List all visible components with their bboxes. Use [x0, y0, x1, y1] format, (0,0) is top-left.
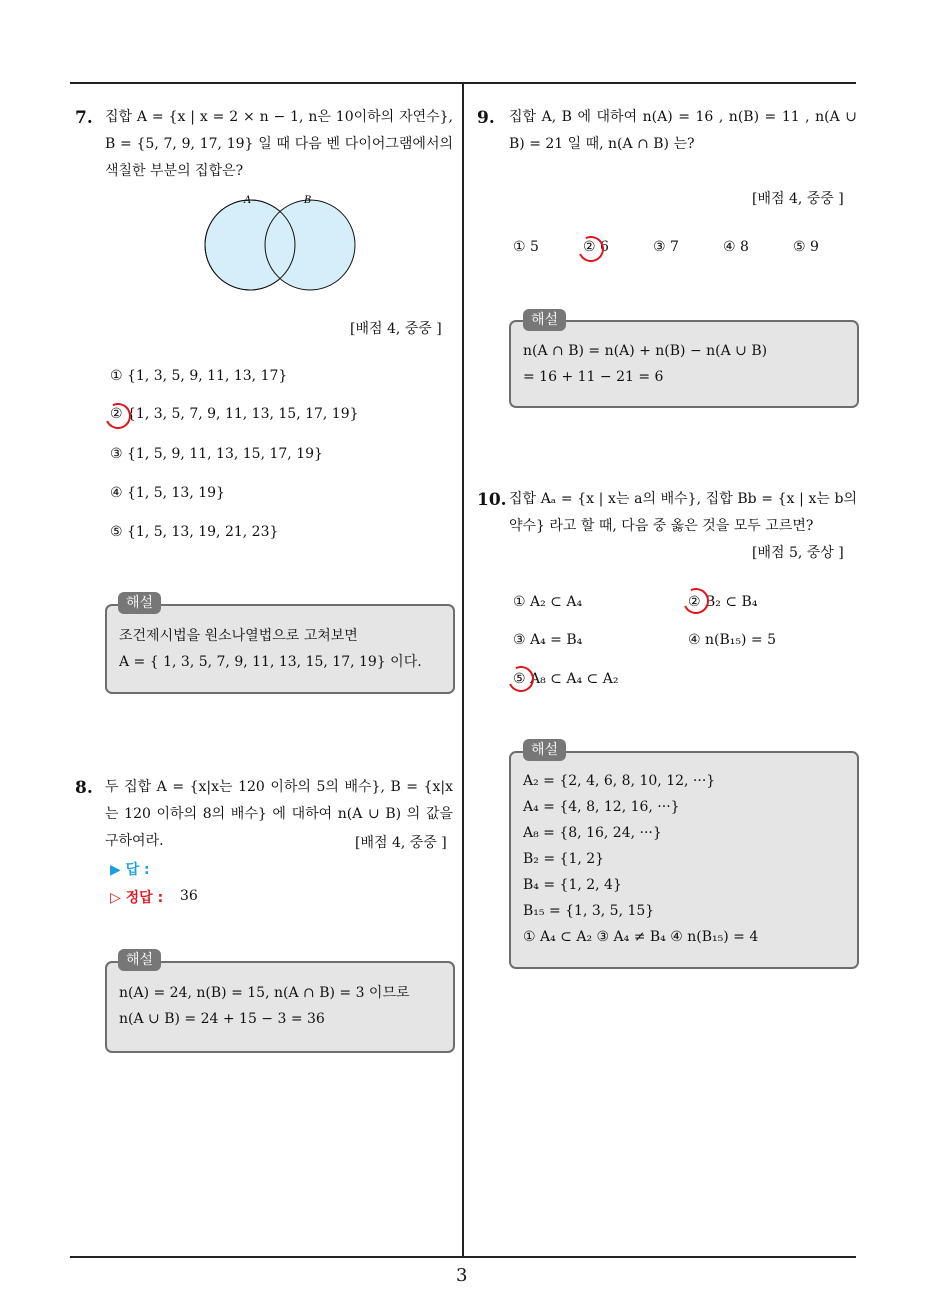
- q9-text: 집합 A, B 에 대하여 n(A) = 16 , n(B) = 11 , n(A ∪ B) = 21 일 때, n(A ∩ B) 는?: [509, 109, 857, 152]
- q10-score: [배점 5, 중상 ]: [752, 545, 844, 561]
- bottom-rule: [70, 1256, 856, 1258]
- q7-choice-4[interactable]: ④ {1, 5, 13, 19}: [110, 485, 225, 501]
- q9-number: 9.: [477, 108, 495, 128]
- q7-choice-3[interactable]: ③ {1, 5, 9, 11, 13, 15, 17, 19}: [110, 446, 323, 462]
- q9-choice-5[interactable]: ⑤ 9: [793, 239, 819, 255]
- q10-number: 10.: [477, 490, 507, 510]
- q7-solution-line-2: A = { 1, 3, 5, 7, 9, 11, 13, 15, 17, 19} 이다.: [119, 654, 422, 670]
- q9-choice-1[interactable]: ① 5: [513, 239, 539, 255]
- q7-text: 집합 A = {x | x = 2 × n − 1, n은 10이하의 자연수}, B = {5, 7, 9, 17, 19} 일 때 다음 벤 다이어그램에서의 색칠한 부분의 집합은?: [105, 109, 453, 179]
- q10-solution-line-2: A₄ = {4, 8, 12, 16, ···}: [523, 799, 680, 815]
- q7-solution-line-1: 조건제시법을 원소나열법으로 고쳐보면: [119, 628, 358, 644]
- q7-choice-5[interactable]: ⑤ {1, 5, 13, 19, 21, 23}: [110, 524, 279, 540]
- q9-solution-line-2: = 16 + 11 − 21 = 6: [523, 369, 664, 385]
- venn-circle-b: [265, 200, 355, 290]
- q9-choice-4[interactable]: ④ 8: [723, 239, 749, 255]
- q10-solution-line-3: A₈ = {8, 16, 24, ···}: [523, 825, 662, 841]
- q9-answer-mark: [574, 232, 607, 265]
- q9-solution-tag: 해설: [523, 309, 566, 331]
- q9-solution-box: [509, 320, 859, 408]
- q10-choice-5[interactable]: ⑤ A₈ ⊂ A₄ ⊂ A₂: [513, 671, 619, 687]
- venn-label-a: A: [244, 195, 252, 206]
- q8-solution-box: [105, 961, 455, 1053]
- q7-venn-diagram: [195, 190, 365, 315]
- q8-solution-line-1: n(A) = 24, n(B) = 15, n(A ∩ B) = 3 이므로: [119, 985, 410, 1001]
- q10-solution-box: [509, 751, 859, 969]
- q10-solution-tag: 해설: [523, 739, 566, 761]
- page-number: 3: [456, 1265, 468, 1286]
- q10-solution-line-5: B₄ = {1, 2, 4}: [523, 877, 622, 893]
- q7-score: [배점 4, 중중 ]: [350, 321, 442, 337]
- q7-choice-1[interactable]: ① {1, 3, 5, 9, 11, 13, 17}: [110, 368, 288, 384]
- q7-solution-tag: 해설: [118, 592, 161, 614]
- q10-answer-mark-5: [504, 662, 537, 695]
- q7-solution-box: [105, 604, 455, 694]
- q8-text: 두 집합 A = {x|x는 120 이하의 5의 배수}, B = {x|x는 120 이하의 8의 배수} 에 대하여 n(A ∪ B) 의 값을 구하여라.: [105, 779, 453, 849]
- q10-text: 집합 Aₐ = {x | x는 a의 배수}, 집합 Bb = {x | x는 b의 약수} 라고 할 때, 다음 중 옳은 것을 모두 고르면?: [509, 491, 857, 534]
- q8-score: [배점 4, 중중 ]: [355, 835, 447, 851]
- q10-choice-4[interactable]: ④ n(B₁₅) = 5: [688, 632, 776, 648]
- q8-correct-label: ▷ 정답 :: [110, 890, 164, 906]
- q10-choice-3[interactable]: ③ A₄ = B₄: [513, 632, 583, 648]
- q7-choice-2[interactable]: ② {1, 3, 5, 7, 9, 11, 13, 15, 17, 19}: [110, 406, 359, 422]
- q10-solution-line-6: B₁₅ = {1, 3, 5, 15}: [523, 903, 655, 919]
- q10-solution-line-7: ① A₄ ⊂ A₂ ③ A₄ ≠ B₄ ④ n(B₁₅) = 4: [523, 929, 759, 945]
- q7-number: 7.: [75, 108, 93, 128]
- q9-choice-3[interactable]: ③ 7: [653, 239, 679, 255]
- column-divider: [462, 82, 464, 1257]
- q8-solution-tag: 해설: [118, 949, 161, 971]
- q8-number: 8.: [75, 778, 93, 798]
- venn-label-b: B: [304, 195, 312, 206]
- q9-solution-line-1: n(A ∩ B) = n(A) + n(B) − n(A ∪ B): [523, 343, 768, 359]
- q9-score: [배점 4, 중중 ]: [752, 191, 844, 207]
- q10-solution-line-1: A₂ = {2, 4, 6, 8, 10, 12, ···}: [523, 773, 716, 789]
- q8-solution-line-2: n(A ∪ B) = 24 + 15 − 3 = 36: [119, 1011, 325, 1027]
- q7-answer-mark: [101, 399, 134, 432]
- q8-correct-value: 36: [180, 888, 198, 904]
- q8-answer-label: ▶ 답 :: [110, 862, 150, 878]
- q10-choice-1[interactable]: ① A₂ ⊂ A₄: [513, 594, 583, 610]
- q10-answer-mark-2: [679, 584, 712, 617]
- q10-solution-line-4: B₂ = {1, 2}: [523, 851, 605, 867]
- q10-choice-2[interactable]: ② B₂ ⊂ B₄: [688, 594, 758, 610]
- q9-choice-2[interactable]: ② 6: [583, 239, 609, 255]
